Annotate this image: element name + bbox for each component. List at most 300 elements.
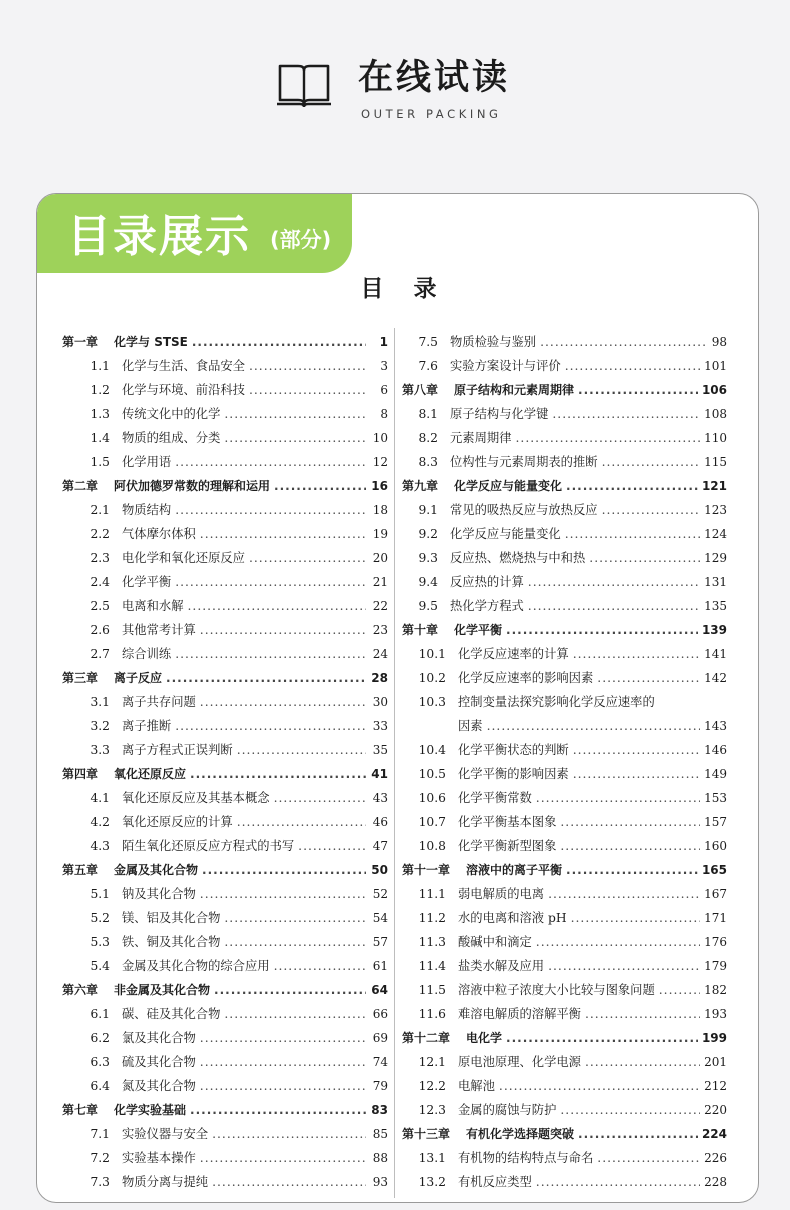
toc-page-number: 153 [704,791,727,805]
toc-page-number: 88 [372,1151,388,1165]
toc-page-number: 35 [372,743,388,757]
toc-number: 11.1 [418,887,446,901]
toc-chapter-row[interactable] [402,1026,727,1050]
toc-title: 气体摩尔体积 [122,527,196,541]
toc-title: 盐类水解及应用 [458,959,545,973]
toc-section-row[interactable] [62,1050,388,1074]
toc-section-row[interactable] [62,426,388,450]
toc-title: 实验基本操作 [122,1151,196,1165]
toc-title: 控制变量法探究影响化学反应速率的 [458,695,655,709]
dot-leader [566,474,698,498]
dot-leader [212,1122,366,1146]
dot-leader [536,1170,700,1194]
toc-page-number: 61 [372,959,388,973]
toc-title: 物质结构 [122,503,172,517]
toc-page-number: 22 [372,599,388,613]
toc-section-row[interactable] [62,954,388,978]
toc-title: 难溶电解质的溶解平衡 [458,1007,581,1021]
toc-number: 2.6 [90,623,110,637]
toc-title: 化学平衡 [454,623,503,637]
toc-section-row[interactable] [62,1170,388,1194]
toc-title: 化学平衡常数 [458,791,532,805]
toc-section-row[interactable] [402,762,727,786]
dot-leader [224,930,366,954]
toc-title: 氧化还原反应及其基本概念 [122,791,270,805]
dot-leader [573,642,700,666]
section-tag [37,194,352,273]
toc-section-row[interactable] [62,1026,388,1050]
toc-section-row[interactable] [402,330,727,354]
toc-page-number: 106 [701,383,727,397]
toc-number: 8.3 [418,455,438,469]
toc-title: 原子结构与化学键 [450,407,549,421]
toc-card [36,193,759,1203]
dot-leader [192,330,366,354]
toc-page-number: 129 [704,551,727,565]
dot-leader [249,546,366,570]
dot-leader [487,714,700,738]
toc-section-row[interactable] [62,1002,388,1026]
toc-page-number: 143 [704,719,727,733]
toc-page-number: 110 [704,431,727,445]
toc-page-number: 19 [372,527,388,541]
toc-section-row[interactable] [62,1074,388,1098]
dot-leader [298,834,366,858]
dot-leader [274,474,366,498]
toc-title: 传统文化中的化学 [122,407,221,421]
toc-number: 10.7 [418,815,446,829]
toc-section-row[interactable] [62,690,388,714]
toc-title: 化学平衡 [122,575,172,589]
toc-title: 热化学方程式 [450,599,524,613]
toc-chapter-row[interactable] [62,858,388,882]
dot-leader [224,402,366,426]
dot-leader [565,522,700,546]
toc-number: 10.4 [418,743,446,757]
dot-leader [571,906,701,930]
toc-section-row[interactable] [402,906,727,930]
dot-leader [602,450,701,474]
dot-leader [200,882,366,906]
toc-page-number: 69 [372,1031,388,1045]
dot-leader [200,1026,366,1050]
toc-section-row[interactable] [62,642,388,666]
toc-page-number: 28 [371,671,388,685]
toc-title: 氧化还原反应 [114,767,187,781]
toc-title: 反应热、燃烧热与中和热 [450,551,586,565]
dot-leader [560,834,700,858]
toc-section-row[interactable] [62,786,388,810]
toc-page-number: 123 [704,503,727,517]
toc-section-row[interactable] [62,714,388,738]
toc-title: 化学平衡基本图象 [458,815,557,829]
toc-number: 11.5 [418,983,446,997]
toc-number: 第十章 [402,623,439,637]
toc-chapter-row[interactable] [62,330,388,354]
toc-section-row[interactable] [62,906,388,930]
toc-section-row[interactable] [402,450,727,474]
toc-page-number: 43 [372,791,388,805]
toc-section-row[interactable] [402,522,727,546]
toc-page-number: 6 [380,383,388,397]
toc-number: 9.1 [418,503,438,517]
toc-title: 离子推断 [122,719,172,733]
toc-section-row[interactable] [62,882,388,906]
dot-leader [188,594,367,618]
toc-section-row[interactable] [62,594,388,618]
toc-chapter-row[interactable] [402,618,727,642]
toc-title: 碳、硅及其化合物 [122,1007,221,1021]
toc-page-number: 93 [372,1175,388,1189]
dot-leader [573,738,700,762]
toc-section-row[interactable] [402,978,727,1002]
dot-leader [536,786,700,810]
toc-page-number: 79 [372,1079,388,1093]
toc-page-number: 41 [371,767,388,781]
toc-section-row[interactable] [402,642,727,666]
toc-number: 2.3 [90,551,110,565]
toc-page-number: 1 [379,335,388,349]
dot-leader [506,1026,698,1050]
toc-number: 2.5 [90,599,110,613]
toc-section-row[interactable] [402,570,727,594]
toc-chapter-row[interactable] [402,858,727,882]
toc-number: 5.2 [90,911,110,925]
dot-leader [237,738,366,762]
dot-leader [602,498,701,522]
toc-number: 9.2 [418,527,438,541]
dot-leader [499,1074,700,1098]
toc-title: 化学反应与能量变化 [450,527,561,541]
toc-number: 10.8 [418,839,446,853]
dot-leader [249,354,366,378]
page-title: 在线试读 [358,58,511,98]
dot-leader [506,618,698,642]
dot-leader [175,450,366,474]
toc-section-row[interactable] [402,546,727,570]
toc-number: 2.4 [90,575,110,589]
toc-number: 9.5 [418,599,438,613]
toc-title: 原子结构和元素周期律 [454,383,575,397]
toc-title: 化学与 STSE [114,335,188,349]
toc-number: 7.5 [418,335,438,349]
toc-number: 3.3 [90,743,110,757]
toc-title: 陌生氧化还原反应方程式的书写 [122,839,295,853]
toc-section-row[interactable] [402,930,727,954]
toc-title: 硫及其化合物 [122,1055,196,1069]
toc-number: 4.3 [90,839,110,853]
toc-section-row[interactable] [62,354,388,378]
toc-title: 阿伏加德罗常数的理解和运用 [114,479,271,493]
toc-page-number: 83 [371,1103,388,1117]
toc-section-row[interactable] [402,834,727,858]
toc-section-row[interactable] [402,810,727,834]
toc-section-row[interactable] [62,546,388,570]
toc-page-number: 121 [701,479,727,493]
toc-title: 化学平衡的影响因素 [458,767,569,781]
toc-title: 化学与生活、食品安全 [122,359,245,373]
toc-title: 金属及其化合物 [114,863,199,877]
toc-section-row[interactable] [402,402,727,426]
toc-section-row[interactable] [62,618,388,642]
toc-column-left [62,330,388,1194]
toc-page-number: 142 [704,671,727,685]
toc-page-number: 57 [372,935,388,949]
toc-page-number: 66 [372,1007,388,1021]
toc-number: 13.1 [418,1151,446,1165]
dot-leader [597,1146,700,1170]
toc-title: 化学反应速率的影响因素 [458,671,594,685]
toc-title: 金属及其化合物的综合应用 [122,959,270,973]
toc-section-row[interactable] [62,738,388,762]
toc-title: 有机物的结构特点与命名 [458,1151,594,1165]
toc-title: 化学平衡新型图象 [458,839,557,853]
dot-leader [274,786,366,810]
toc-section-row[interactable] [62,570,388,594]
dot-leader [597,666,700,690]
toc-number: 7.2 [90,1151,110,1165]
section-tag-note: (部分) [270,228,332,252]
toc-title: 氮及其化合物 [122,1079,196,1093]
toc-number: 1.2 [90,383,110,397]
toc-page-number: 228 [704,1175,727,1189]
toc-title: 化学平衡状态的判断 [458,743,569,757]
dot-leader [578,378,698,402]
toc-page-number: 23 [372,623,388,637]
toc-title: 有机反应类型 [458,1175,532,1189]
toc-number: 9.4 [418,575,438,589]
toc-number: 3.2 [90,719,110,733]
toc-number: 11.4 [418,959,446,973]
toc-title: 综合训练 [122,647,172,661]
toc-number: 第三章 [62,671,99,685]
toc-number: 10.1 [418,647,446,661]
toc-number: 7.3 [90,1175,110,1189]
toc-title: 电解池 [458,1079,495,1093]
toc-page-number: 224 [701,1127,727,1141]
toc-page-number: 50 [371,863,388,877]
toc-number: 第九章 [402,479,439,493]
toc-heading: 目录 [360,275,467,302]
toc-chapter-row[interactable] [402,474,727,498]
toc-number: 12.3 [418,1103,446,1117]
toc-section-row[interactable] [402,1098,727,1122]
dot-leader [274,954,366,978]
toc-title: 电化学和氧化还原反应 [122,551,245,565]
toc-number: 5.1 [90,887,110,901]
toc-section-row[interactable] [402,1050,727,1074]
toc-section-row[interactable] [402,714,727,738]
dot-leader [175,498,366,522]
toc-number: 1.1 [90,359,110,373]
toc-title: 溶液中的离子平衡 [466,863,563,877]
toc-section-row[interactable] [402,786,727,810]
dot-leader [224,906,366,930]
toc-page-number: 146 [704,743,727,757]
toc-chapter-row[interactable] [402,378,727,402]
toc-page-number: 212 [704,1079,727,1093]
toc-section-row[interactable] [402,354,727,378]
toc-page-number: 171 [704,911,727,925]
toc-number: 11.6 [418,1007,446,1021]
toc-section-row[interactable] [62,450,388,474]
toc-chapter-row[interactable] [62,474,388,498]
toc-page-number: 182 [704,983,727,997]
toc-section-row[interactable] [62,834,388,858]
toc-section-row[interactable] [402,594,727,618]
toc-page-number: 199 [701,1031,727,1045]
toc-page-number: 135 [704,599,727,613]
toc-page-number: 16 [371,479,388,493]
toc-number: 5.3 [90,935,110,949]
dot-leader [212,1170,366,1194]
toc-page-number: 226 [704,1151,727,1165]
dot-leader [237,810,366,834]
toc-title: 其他常考计算 [122,623,196,637]
toc-chapter-row[interactable] [62,762,388,786]
dot-leader [202,858,366,882]
toc-number: 4.1 [90,791,110,805]
toc-number: 第一章 [62,335,99,349]
dot-leader [214,978,366,1002]
dot-leader [560,1098,700,1122]
toc-title: 氧化还原反应的计算 [122,815,233,829]
dot-leader [528,570,700,594]
toc-number: 第八章 [402,383,439,397]
toc-title: 金属的腐蚀与防护 [458,1103,557,1117]
toc-title: 原电池原理、化学电源 [458,1055,581,1069]
toc-number: 第十一章 [402,863,451,877]
toc-section-row[interactable] [62,1122,388,1146]
toc-page-number: 131 [704,575,727,589]
dot-leader [200,1050,366,1074]
toc-section-row[interactable] [62,1146,388,1170]
toc-section-row[interactable] [62,810,388,834]
toc-chapter-row[interactable] [62,1098,388,1122]
toc-section-row[interactable] [402,666,727,690]
toc-section-row[interactable] [62,930,388,954]
toc-page-number: 10 [372,431,388,445]
toc-section-row[interactable] [402,426,727,450]
toc-number: 6.4 [90,1079,110,1093]
toc-section-row[interactable] [402,882,727,906]
toc-page-number: 201 [704,1055,727,1069]
toc-number: 1.5 [90,455,110,469]
toc-page-number: 21 [372,575,388,589]
toc-section-row[interactable] [402,1170,727,1194]
toc-page-number: 18 [372,503,388,517]
toc-number: 1.4 [90,431,110,445]
toc-section-row[interactable] [402,1146,727,1170]
page-subtitle: OUTER PACKING [361,107,502,121]
toc-page-number: 141 [704,647,727,661]
toc-section-row[interactable] [62,402,388,426]
dot-leader [224,1002,366,1026]
toc-page-number: 176 [704,935,727,949]
toc-page-number: 108 [704,407,727,421]
toc-page-number: 24 [372,647,388,661]
toc-number: 2.7 [90,647,110,661]
toc-title: 氯及其化合物 [122,1031,196,1045]
dot-leader [565,354,700,378]
toc-title: 电化学 [466,1031,503,1045]
dot-leader [659,978,700,1002]
dot-leader [200,1074,366,1098]
dot-leader [249,378,366,402]
toc-number: 10.2 [418,671,446,685]
toc-page-number: 157 [704,815,727,829]
section-tag-title: 目录展示 [67,211,251,262]
toc-title: 水的电离和溶液 pH [458,911,567,925]
toc-section-row[interactable] [402,1002,727,1026]
toc-page-number: 167 [704,887,727,901]
toc-page-number: 52 [372,887,388,901]
toc-page-number: 30 [372,695,388,709]
toc-page-number: 220 [704,1103,727,1117]
dot-leader [224,426,366,450]
toc-page-number: 64 [371,983,388,997]
toc-title: 实验仪器与安全 [122,1127,209,1141]
toc-title: 物质检验与鉴别 [450,335,537,349]
toc-chapter-row[interactable] [62,666,388,690]
toc-chapter-row[interactable] [62,978,388,1002]
toc-section-row[interactable] [402,738,727,762]
toc-title: 镁、铝及其化合物 [122,911,221,925]
toc-page-number: 54 [372,911,388,925]
toc-page-number: 149 [704,767,727,781]
toc-page-number: 20 [372,551,388,565]
toc-page-number: 74 [372,1055,388,1069]
toc-section-row[interactable] [62,498,388,522]
dot-leader [175,642,366,666]
toc-number: 9.3 [418,551,438,565]
toc-page-number: 47 [372,839,388,853]
toc-page-number: 101 [704,359,727,373]
toc-page-number: 124 [704,527,727,541]
toc-number: 第四章 [62,767,99,781]
toc-page-number: 33 [372,719,388,733]
toc-number: 6.2 [90,1031,110,1045]
toc-section-row[interactable] [62,378,388,402]
toc-section-row[interactable] [402,498,727,522]
toc-page-number: 12 [372,455,388,469]
toc-section-row[interactable] [402,1074,727,1098]
toc-section-row[interactable] [402,954,727,978]
column-divider [394,328,395,1198]
toc-number: 第十三章 [402,1127,451,1141]
toc-section-row[interactable] [62,522,388,546]
toc-page-number: 46 [372,815,388,829]
toc-title: 离子共存问题 [122,695,196,709]
toc-title: 离子方程式正误判断 [122,743,233,757]
toc-page-number: 165 [701,863,727,877]
dot-leader [166,666,366,690]
dot-leader [578,1122,698,1146]
toc-section-row[interactable] [402,690,727,714]
toc-title: 电离和水解 [122,599,184,613]
toc-number: 1.3 [90,407,110,421]
toc-title: 化学用语 [122,455,172,469]
toc-title: 钠及其化合物 [122,887,196,901]
toc-page-number: 160 [704,839,727,853]
dot-leader [573,762,700,786]
toc-title: 位构性与元素周期表的推断 [450,455,598,469]
toc-title: 离子反应 [114,671,163,685]
toc-title: 常见的吸热反应与放热反应 [450,503,598,517]
toc-chapter-row[interactable] [402,1122,727,1146]
toc-title: 弱电解质的电离 [458,887,545,901]
toc-title: 实验方案设计与评价 [450,359,561,373]
